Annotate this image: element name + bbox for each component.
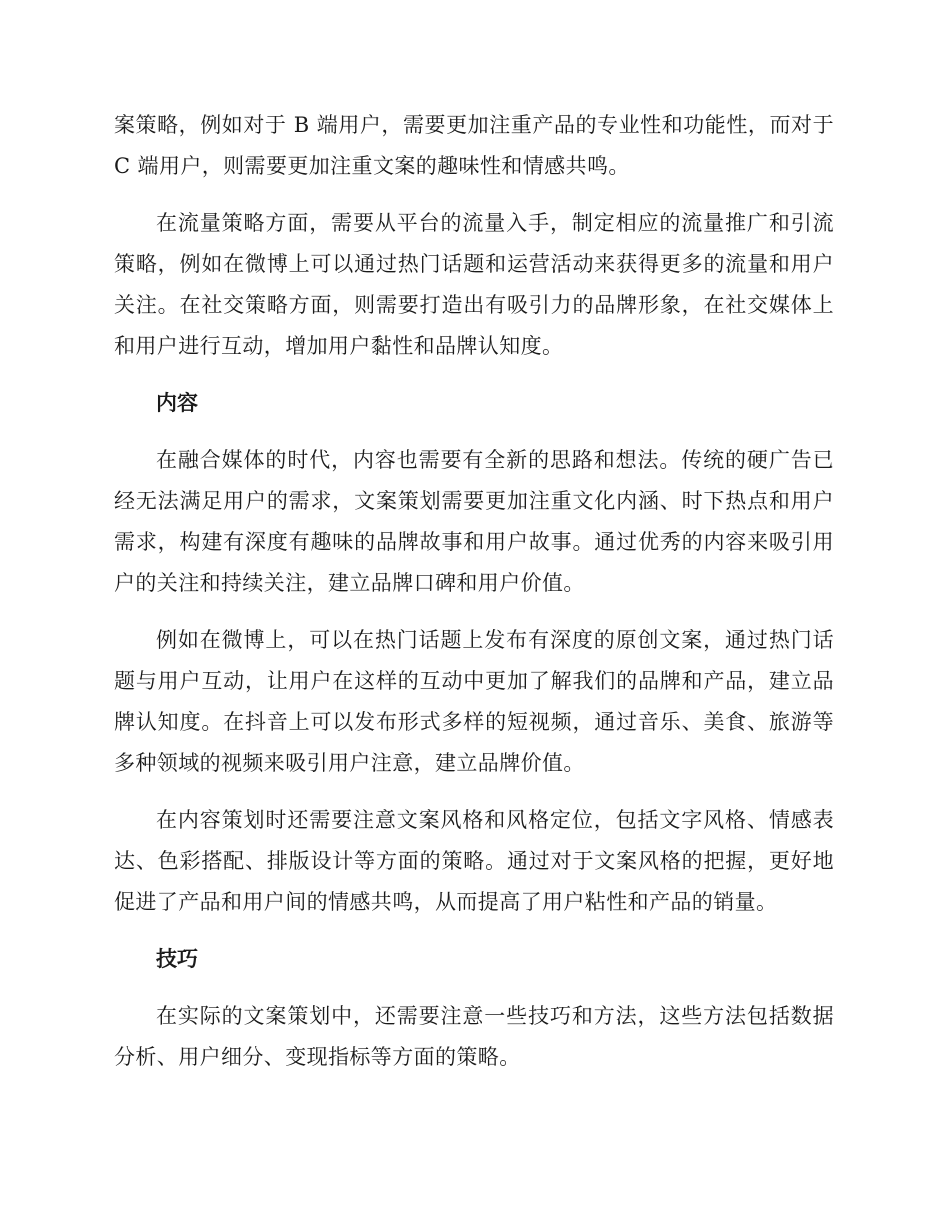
section-heading-content: 内容: [156, 391, 198, 415]
document-page: [114, 105, 834, 1078]
paragraph-content-intro: 在融合媒体的时代，内容也需要有全新的思路和想法。传统的硬广告已经无法满足用户的需求，文案策划需要更加注重文化内涵、时下热点和用户需求，构建有深度有趣味的品牌故事和用户故事。通过优秀的内容来吸引用户的关注和持续关注，建立品牌口碑和用户价值。: [114, 448, 834, 595]
paragraph-traffic-strategy: 在流量策略方面，需要从平台的流量入手，制定相应的流量推广和引流策略，例如在微博上可以通过热门话题和运营活动来获得更多的流量和用户关注。在社交策略方面，则需要打造出有吸引力的品牌形象，在社交媒体上和用户进行互动，增加用户黏性和品牌认知度。: [114, 211, 834, 358]
paragraph-continued: 案策略，例如对于 B 端用户，需要更加注重产品的专业性和功能性，而对于 C 端用户，则需要更加注重文案的趣味性和情感共鸣。: [114, 113, 834, 178]
paragraph-content-style: 在内容策划时还需要注意文案风格和风格定位，包括文字风格、情感表达、色彩搭配、排版设计等方面的策略。通过对于文案风格的把握，更好地促进了产品和用户间的情感共鸣，从而提高了用户粘性和产品的销量。: [114, 808, 834, 914]
paragraph-content-example: 例如在微博上，可以在热门话题上发布有深度的原创文案，通过热门话题与用户互动，让用户在这样的互动中更加了解我们的品牌和产品，建立品牌认知度。在抖音上可以发布形式多样的短视频，通过音乐、美食、旅游等多种领域的视频来吸引用户注意，建立品牌价值。: [114, 628, 834, 775]
section-heading-skills: 技巧: [156, 947, 198, 971]
paragraph-skills-intro: 在实际的文案策划中，还需要注意一些技巧和方法，这些方法包括数据分析、用户细分、变现指标等方面的策略。: [114, 1004, 834, 1069]
